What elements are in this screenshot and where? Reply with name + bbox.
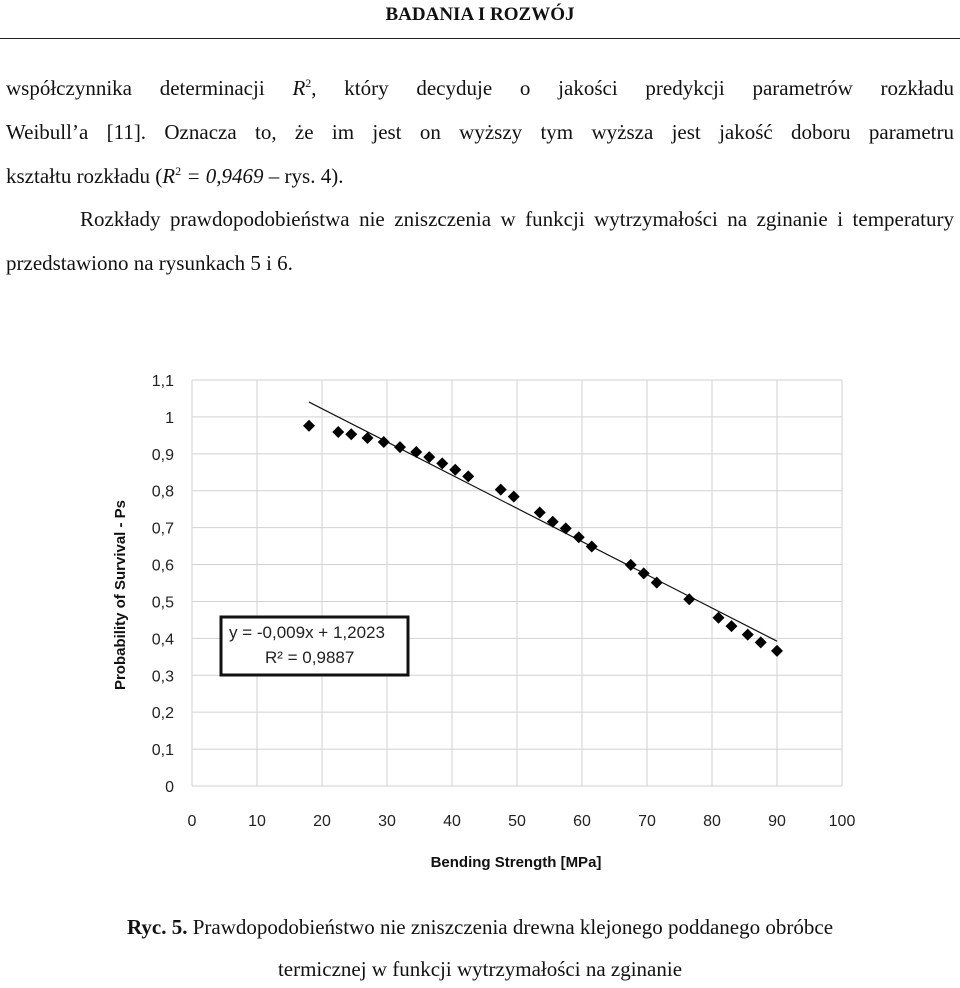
y-tick-label: 1,1: [151, 373, 174, 390]
data-point: [586, 540, 598, 552]
paragraph-1-line-3: kształtu rozkładu ($R^2 = 0,9469$ – rys. 4).: [6, 164, 344, 188]
data-point: [462, 470, 474, 482]
trendline-group: [309, 402, 777, 641]
data-point: [742, 629, 754, 641]
x-tick-label: 30: [378, 813, 396, 830]
y-tick-label: 0,9: [151, 446, 174, 464]
data-point: [449, 464, 461, 476]
y-tick-label: 1: [165, 409, 174, 427]
data-point: [771, 645, 783, 657]
y-tick-label: 0: [165, 779, 174, 796]
paragraph-2: Rozkłady prawdopodobieństwa nie zniszczenia w funkcji wytrzymałości na zginanie i temperatury przedstawiono na rysunkach 5 i 6.: [6, 207, 954, 275]
data-point: [560, 522, 572, 534]
data-point: [394, 441, 406, 453]
figure-label: Ryc. 5.: [126, 915, 188, 939]
data-point: [547, 516, 559, 528]
x-tick-label: 0: [187, 813, 197, 830]
y-tick-label: 0,1: [151, 742, 174, 760]
data-point: [332, 426, 344, 438]
x-tick-label: 80: [703, 813, 721, 830]
equation-box: [221, 617, 408, 675]
x-tick-label: 10: [248, 813, 266, 830]
x-tick-labels: [188, 813, 856, 830]
y-axis-title: Probability of Survival - Ps: [112, 499, 129, 691]
x-tick-label: 50: [508, 813, 526, 830]
r-squared-label: R² = 0,9887: [265, 648, 355, 667]
running-header-title: BADANIA I ROZWÓJ: [385, 4, 575, 25]
paragraph-1: [6, 66, 954, 198]
x-tick-label: 60: [573, 813, 591, 830]
data-point: [495, 484, 507, 496]
y-tick-label: 0,7: [151, 520, 174, 538]
chart-gridlines: [192, 380, 842, 786]
data-point: [345, 428, 357, 440]
running-header: [0, 0, 960, 39]
data-point: [303, 420, 315, 432]
y-tick-label: 0,4: [151, 631, 174, 649]
paragraph-1-line-2: Weibull’a [11]. Oznacza to, że im jest on wyższy tym wyższa jest jakość doboru parametru: [6, 120, 954, 144]
x-tick-label: 70: [638, 813, 656, 830]
data-point: [651, 577, 663, 589]
x-tick-label: 90: [768, 813, 786, 830]
x-axis-title: Bending Strength [MPa]: [430, 854, 602, 871]
data-point: [638, 567, 650, 579]
y-tick-label: 0,3: [151, 668, 174, 686]
figure-caption-line-2: termicznej w funkcji wytrzymałości na zginanie: [277, 957, 683, 981]
data-point: [508, 491, 520, 503]
y-tick-label: 0,5: [151, 594, 174, 612]
data-point: [534, 507, 546, 519]
paragraph-1-line-1: współczynnika determinacji $R^2$, który decyduje o jakości predykcji parametrów rozkładu: [6, 76, 954, 100]
figure-caption-text: Prawdopodobieństwo nie zniszczenia drewna klejonego poddanego obróbce: [187, 915, 834, 939]
y-tick-label: 0,8: [151, 483, 174, 501]
data-point: [726, 620, 738, 632]
data-point: [683, 593, 695, 605]
y-tick-label: 0,6: [151, 557, 174, 575]
x-tick-label: 20: [313, 813, 331, 830]
trendline: [309, 402, 777, 641]
trendline-equation: y = -0,009x + 1,2023: [229, 623, 385, 642]
y-tick-label: 0,2: [151, 705, 174, 723]
x-tick-label: 100: [828, 813, 856, 830]
y-tick-labels: [152, 373, 174, 796]
data-point: [410, 446, 422, 458]
figure-caption-line-1: [0, 915, 960, 940]
survival-probability-chart: [105, 355, 865, 875]
x-tick-label: 40: [443, 813, 461, 830]
